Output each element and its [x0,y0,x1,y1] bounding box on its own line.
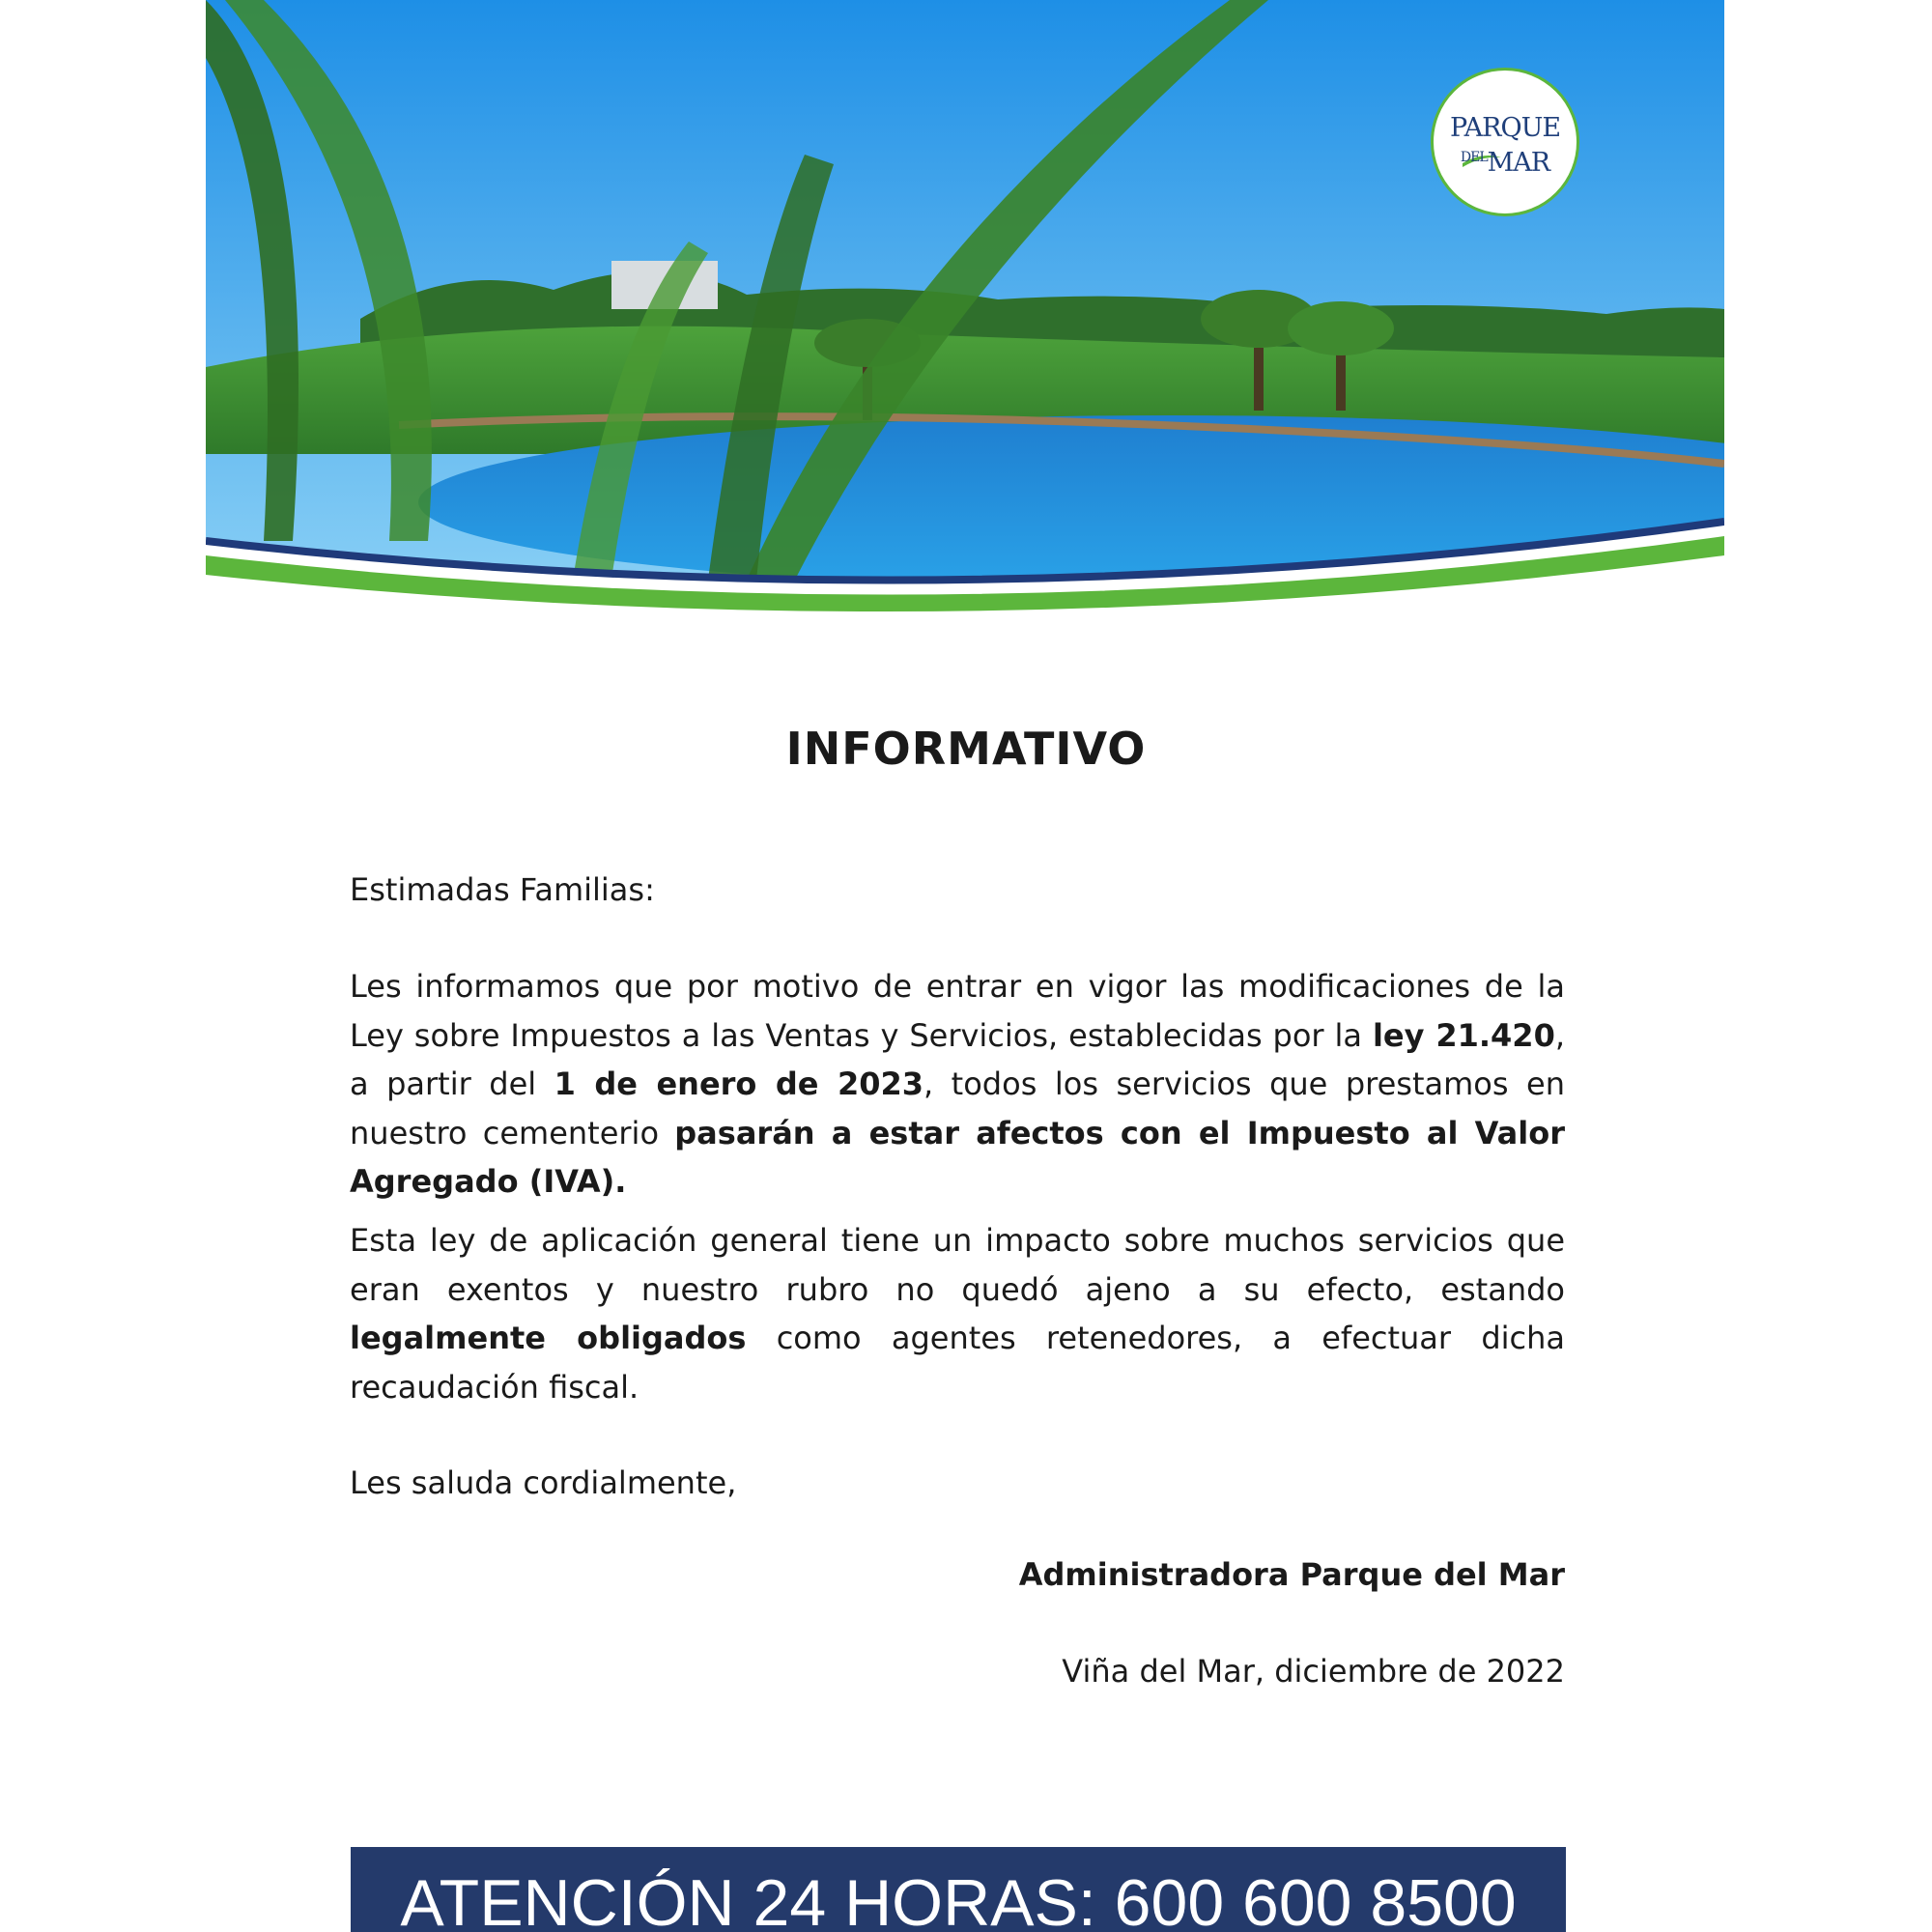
parque-del-mar-logo [1431,68,1579,216]
logo-text-line2 [1434,148,1577,178]
p2-text-2: como agentes retenedores, a efectuar dicha recaudación fiscal. [350,1320,1566,1406]
p1-text-1: Les informamos que por motivo de entrar en vigor las modificaciones de la Ley sobre Impuestos a las Ventas y Servicios, establecidas por la [350,968,1565,1054]
place-date: Viña del Mar, diciembre de 2022 [1062,1653,1565,1690]
page-title: INFORMATIVO [785,723,1147,775]
logo-text-del: DEL [1460,150,1488,165]
p2-bold-obligation: legalmente obligados [350,1320,747,1356]
footer-banner [351,1847,1566,1932]
greeting: Estimadas Familias: [350,871,655,908]
p1-bold-date: 1 de enero de 2023 [554,1065,924,1102]
logo-text-line1: PARQUE [1449,113,1561,143]
p2-text-1: Esta ley de aplicación general tiene un impacto sobre muchos servicios que eran exentos y nuestro rubro no quedó ajeno a su efecto, estando [350,1222,1565,1308]
footer-phone-text: ATENCIÓN 24 HORAS: 600 600 8500 [400,1866,1517,1932]
p1-bold-law: ley 21.420 [1372,1016,1555,1054]
p1-text-3: , todos los servicios que prestamos en nuestro cementerio [350,1065,1566,1151]
logo-text-mar: MAR [1487,148,1550,178]
signature: Administradora Parque del Mar [1018,1556,1565,1593]
paragraph-2 [350,1216,1565,1411]
p1-bold-iva: pasarán a estar afectos con el Impuesto al Valor Agregado (IVA). [350,1114,1566,1200]
closing: Les saluda cordialmente, [350,1464,737,1501]
p1-text-2: , a partir del [350,1016,1566,1102]
paragraph-1 [350,962,1565,1207]
